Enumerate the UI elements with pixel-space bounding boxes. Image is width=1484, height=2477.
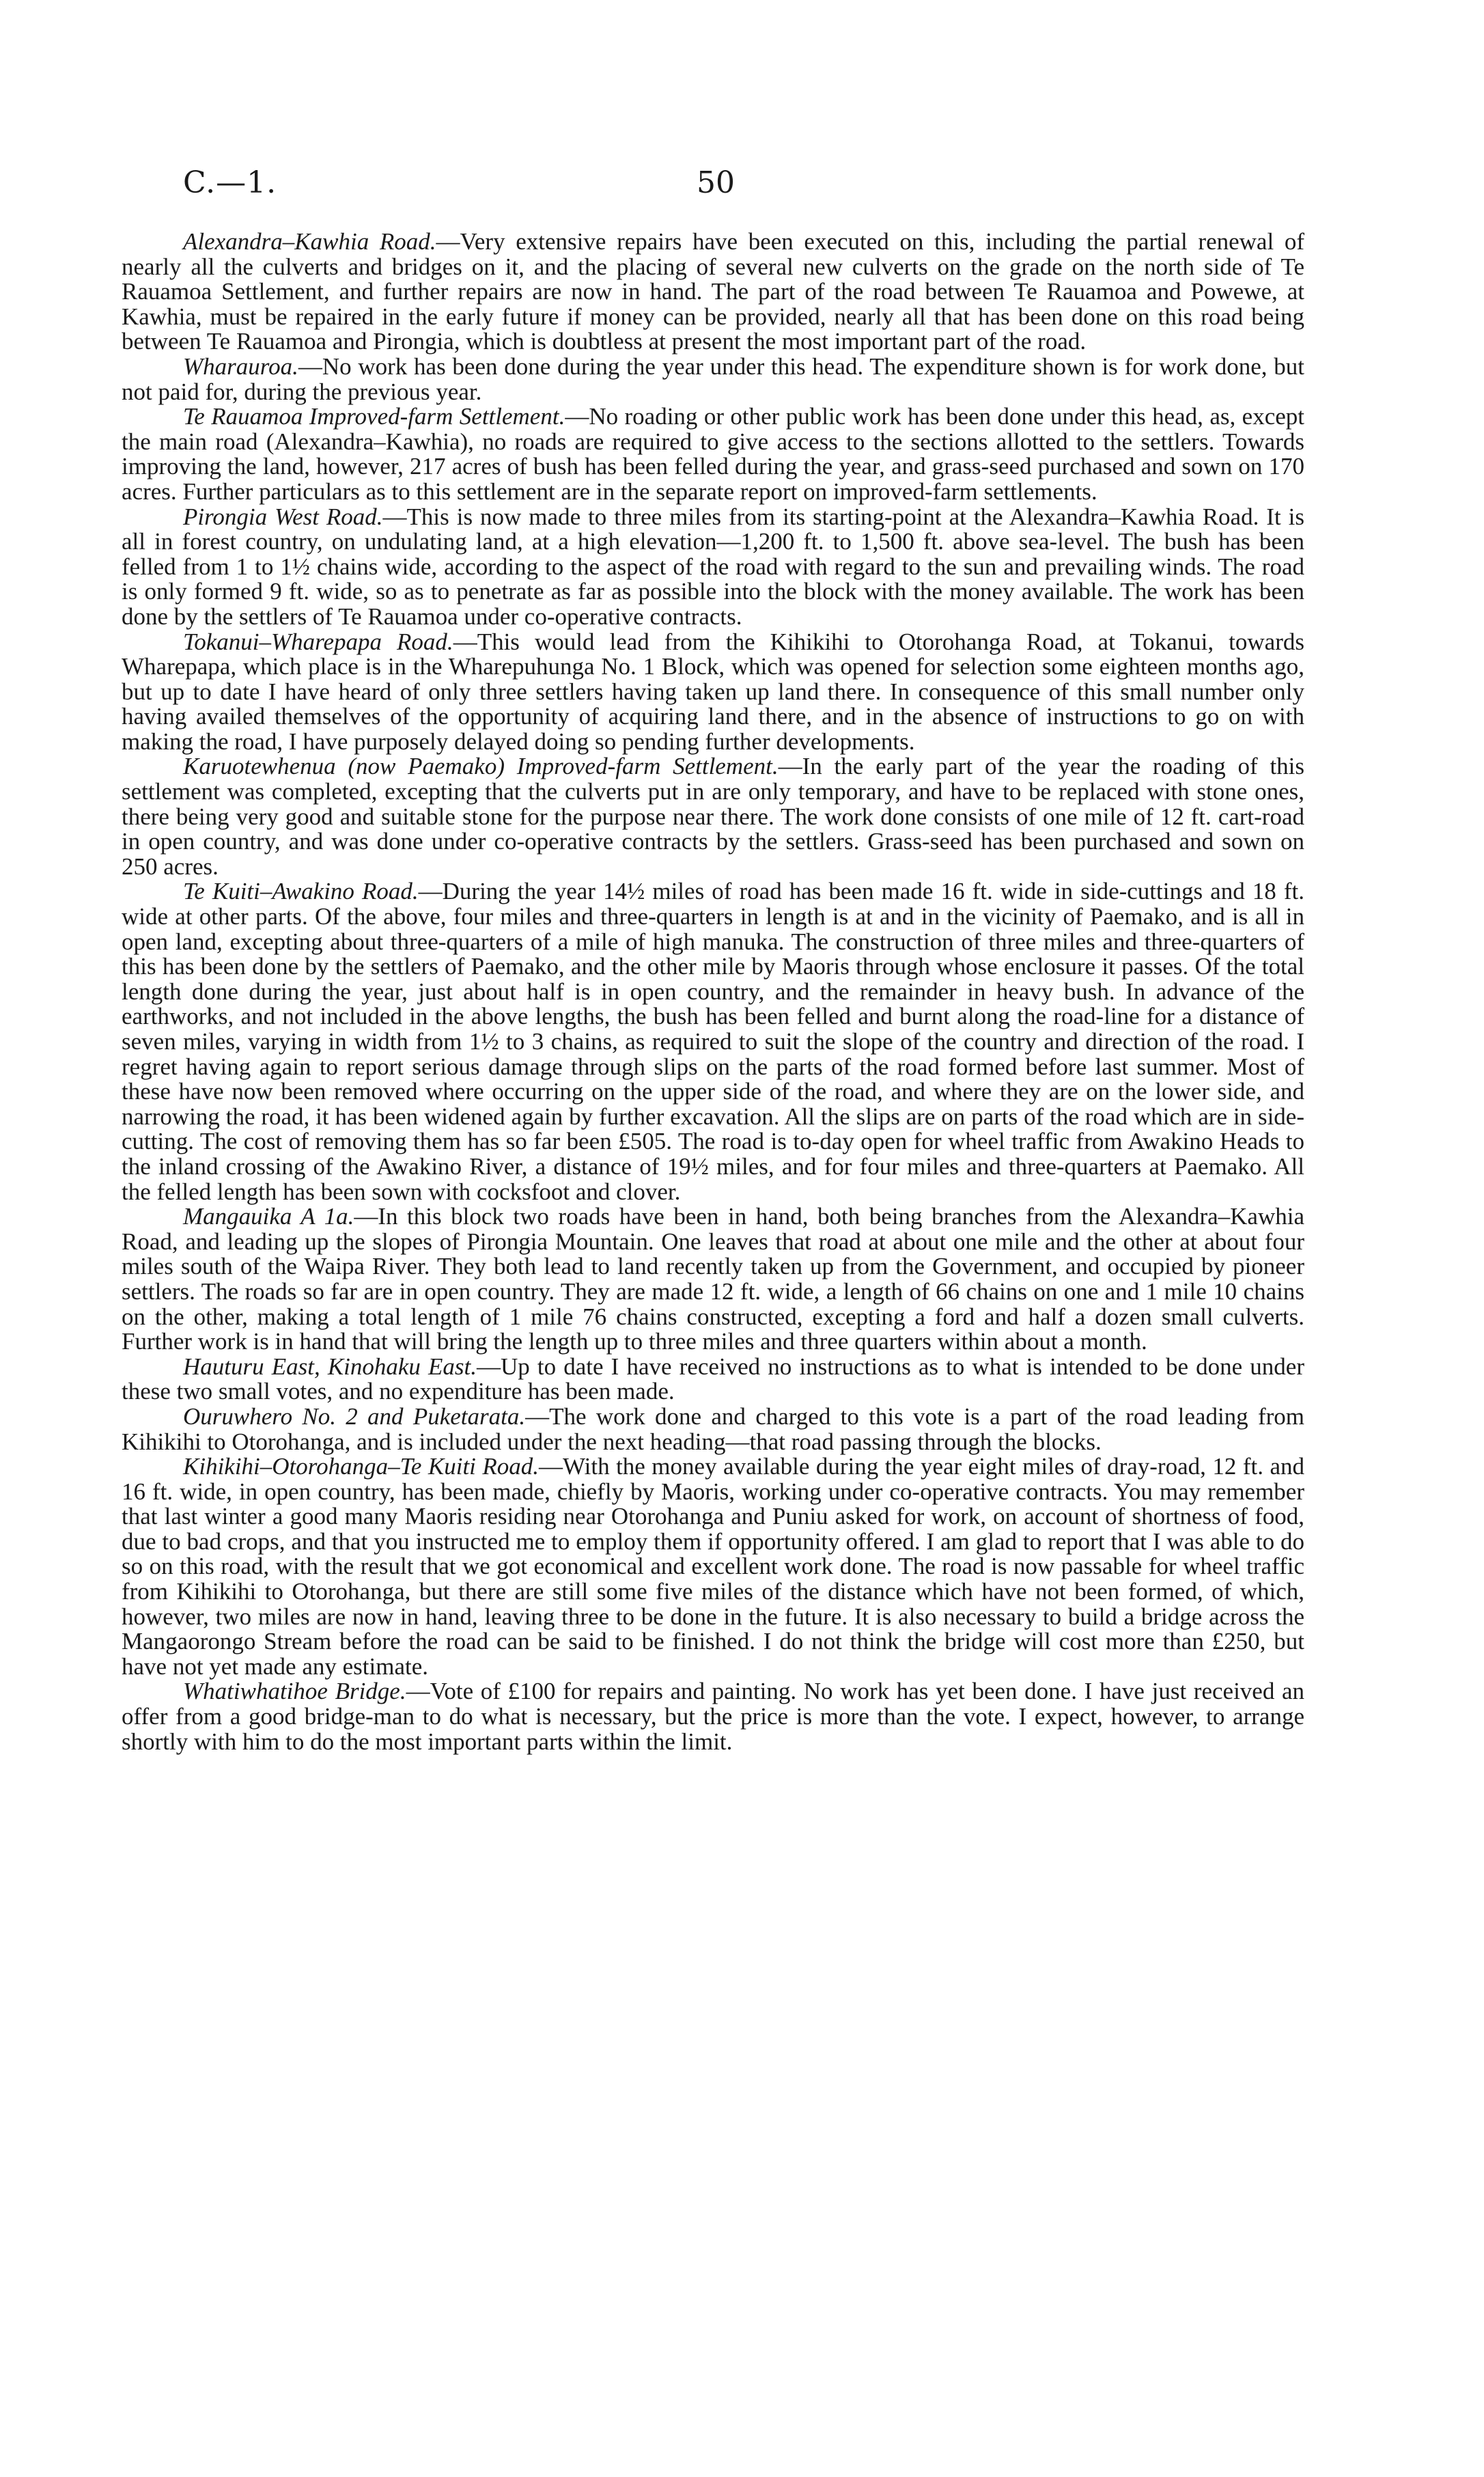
paragraph-text: —Vote of £100 for repairs and painting. No work has yet been done. I have just received an offer from a good bridge-man to do what is necessary, but the price is more than the vote. I expect, however, to arrange shortly with him to do the most important parts within the limit. <box>122 1678 1304 1755</box>
paragraph-hauturu-kinohaku-east <box>122 1355 1304 1404</box>
paragraph-heading: Pirongia West Road. <box>183 503 383 530</box>
paragraph-alexandra-kawhia-road <box>122 230 1304 355</box>
paragraph-heading: Kihikihi–Otorohanga–Te Kuiti Road. <box>183 1453 539 1480</box>
paragraph-text: —During the year 14½ miles of road has been made 16 ft. wide in side-cuttings and 18 ft. wide at other parts. Of the above, four miles and three-quarters in length is at and in the vicinity of Paemako, and is all in open land, excepting about three-quarters of a mile of high manuka. The construction of three miles and three-quarters of this has been done by the settlers of Paemako, and the other mile by Maoris through whose enclosure it passes. Of the total length done during the year, just about half is in open country, and the remainder in heavy bush. In advance of the earthworks, and not included in the above lengths, the bush has been felled and burnt along the road-line for a distance of seven miles, varying in width from 1½ to 3 chains, as required to suit the slope of the country and direction of the road. I regret having again to report serious damage through slips on the parts of the road formed before last summer. Most of these have now been removed where occurring on the upper side of the road, and where they are on the lower side, and narrowing the road, it has been widened again by further excavation. All the slips are on parts of the road which are in side-cutting. The cost of removing them has so far been £505. The road is to-day open for wheel traffic from Awakino Heads to the inland crossing of the Awakino River, a distance of 19½ miles, and for four miles and three-quarters at Paemako. All the felled length has been sown with cocksfoot and clover. <box>122 878 1304 1205</box>
paragraph-text: —The work done and charged to this vote is a part of the road leading from Kihikihi to Otorohanga, and is included under the next heading—that road passing through the blocks. <box>122 1402 1304 1455</box>
paragraph-heading: Wharauroa. <box>183 352 298 380</box>
paragraph-tokanui-wharepapa-road <box>122 630 1304 755</box>
paragraph-ouruwhero-puketarata <box>122 1404 1304 1454</box>
paragraph-mangauika <box>122 1204 1304 1355</box>
paragraph-heading: Karuotewhenua (now Paemako) Improved-farm Settlement. <box>183 753 779 780</box>
page-header <box>183 165 1303 206</box>
paragraph-heading: Tokanui–Wharepapa Road. <box>183 628 453 655</box>
paragraph-heading: Hauturu East, Kinohaku East. <box>183 1353 477 1380</box>
paragraph-text: —With the money available during the year eight miles of dray-road, 12 ft. and 16 ft. wide, in open country, has been made, chiefly by Maoris, working under co-operative contracts. You may remember that last winter a good many Maoris residing near Otorohanga and Puniu asked for work, on account of shortness of food, due to bad crops, and that you instructed me to employ them if opportunity offered. I am glad to report that I was able to do so on this road, with the result that we got economical and excellent work done. The road is now passable for wheel traffic from Kihikihi to Otorohanga, but there are still some five miles of the distance which have not been formed, of which, however, two miles are now in hand, leaving three to be done in the future. It is also necessary to build a bridge across the Mangaorongo Stream before the road can be said to be finished. I do not think the bridge will cost more than £250, but have not yet made any estimate. <box>122 1453 1304 1680</box>
paragraph-text: —No work has been done during the year under this head. The expenditure shown is for work done, but not paid for, during the previous year. <box>122 352 1304 405</box>
paragraph-heading: Alexandra–Kawhia Road. <box>183 228 436 255</box>
report-body <box>122 230 1304 1754</box>
paragraph-te-kuiti-awakino-road <box>122 879 1304 1204</box>
paragraph-text: —This is now made to three miles from its starting-point at the Alexandra–Kawhia Road. It is all in forest country, on undulating land, at a high elevation—1,200 ft. to 1,500 ft. above sea-level. The bush has been felled from 1 to 1½ chains wide, according to the aspect of the road with regard to the sun and prevailing winds. The road is only formed 9 ft. wide, so as to penetrate as far as possible into the block with the money available. The work has been done by the settlers of Te Rauamoa under co-operative contracts. <box>122 503 1304 630</box>
paragraph-whatiwhatihoe-bridge <box>122 1679 1304 1754</box>
paragraph-text: —This would lead from the Kihikihi to Otorohanga Road, at Tokanui, towards Wharepapa, which place is in the Wharepuhunga No. 1 Block, which was opened for selection some eighteen months ago, but up to date I have heard of only three settlers having taken up land there. In consequence of this small number only having availed themselves of the opportunity of acquiring land there, and in the absence of instructions to go on with making the road, I have purposely delayed doing so pending further developments. <box>122 628 1304 755</box>
paragraph-text: —Very extensive repairs have been executed on this, including the partial renewal of nearly all the culverts and bridges on it, and the placing of several new culverts on the grade on the north side of Te Rauamoa Settlement, and further repairs are now in hand. The part of the road between Te Rauamoa and Powewe, at Kawhia, must be repaired in the early future if money can be provided, nearly all that has been done on this road being between Te Rauamoa and Pirongia, which is doubtless at present the most important part of the road. <box>122 228 1304 355</box>
paragraph-text: —Up to date I have received no instructions as to what is intended to be done under these two small votes, and no expenditure has been made. <box>122 1353 1304 1405</box>
paragraph-heading: Te Rauamoa Improved-farm Settlement. <box>183 403 565 430</box>
document-reference: C.—1. <box>183 165 277 200</box>
paragraph-heading: Ouruwhero No. 2 and Puketarata. <box>183 1402 526 1430</box>
paragraph-text: —In the early part of the year the roading of this settlement was completed, excepting that the culverts put in are only temporary, and have to be replaced with stone ones, there being very good and suitable stone for the purpose near there. The work done consists of one mile of 12 ft. cart-road in open country, and was done under co-operative contracts by the settlers. Grass-seed has been purchased and sown on 250 acres. <box>122 753 1305 880</box>
paragraph-text: —In this block two roads have been in hand, both being branches from the Alexandra–Kawhia Road, and leading up the slopes of Pirongia Mountain. One leaves that road at about one mile and the other at about four miles south of the Waipa River. They both lead to land recently taken up from the Government, and occupied by pioneer settlers. The roads so far are in open country. They are made 12 ft. wide, a length of 66 chains on one and 1 mile 10 chains on the other, making a total length of 1 mile 76 chains constructed, excepting a ford and half a dozen small culverts. Further work is in hand that will bring the length up to three miles and three quarters within about a month. <box>122 1203 1304 1355</box>
paragraph-karuotewhenua-settlement <box>122 754 1304 879</box>
paragraph-kihikihi-otorohanga-road <box>122 1454 1304 1679</box>
paragraph-pirongia-west-road <box>122 505 1304 630</box>
paragraph-wharauroa <box>122 352 1304 405</box>
paragraph-heading: Mangauika A 1a. <box>183 1203 354 1230</box>
paragraph-text: —No roading or other public work has been done under this head, as, except the main road (Alexandra–Kawhia), no roads are required to give access to the sections allotted to the settlers. Towards improving the land, however, 217 acres of bush has been felled during the year, and grass-seed purchased and sown on 170 acres. Further particulars as to this settlement are in the separate report on improved-farm settlements. <box>122 403 1304 505</box>
paragraph-heading: Whatiwhatihoe Bridge. <box>183 1678 406 1705</box>
paragraph-te-rauamoa-settlement <box>122 404 1304 504</box>
paragraph-heading: Te Kuiti–Awakino Road. <box>183 878 419 905</box>
page-number: 50 <box>697 165 735 200</box>
